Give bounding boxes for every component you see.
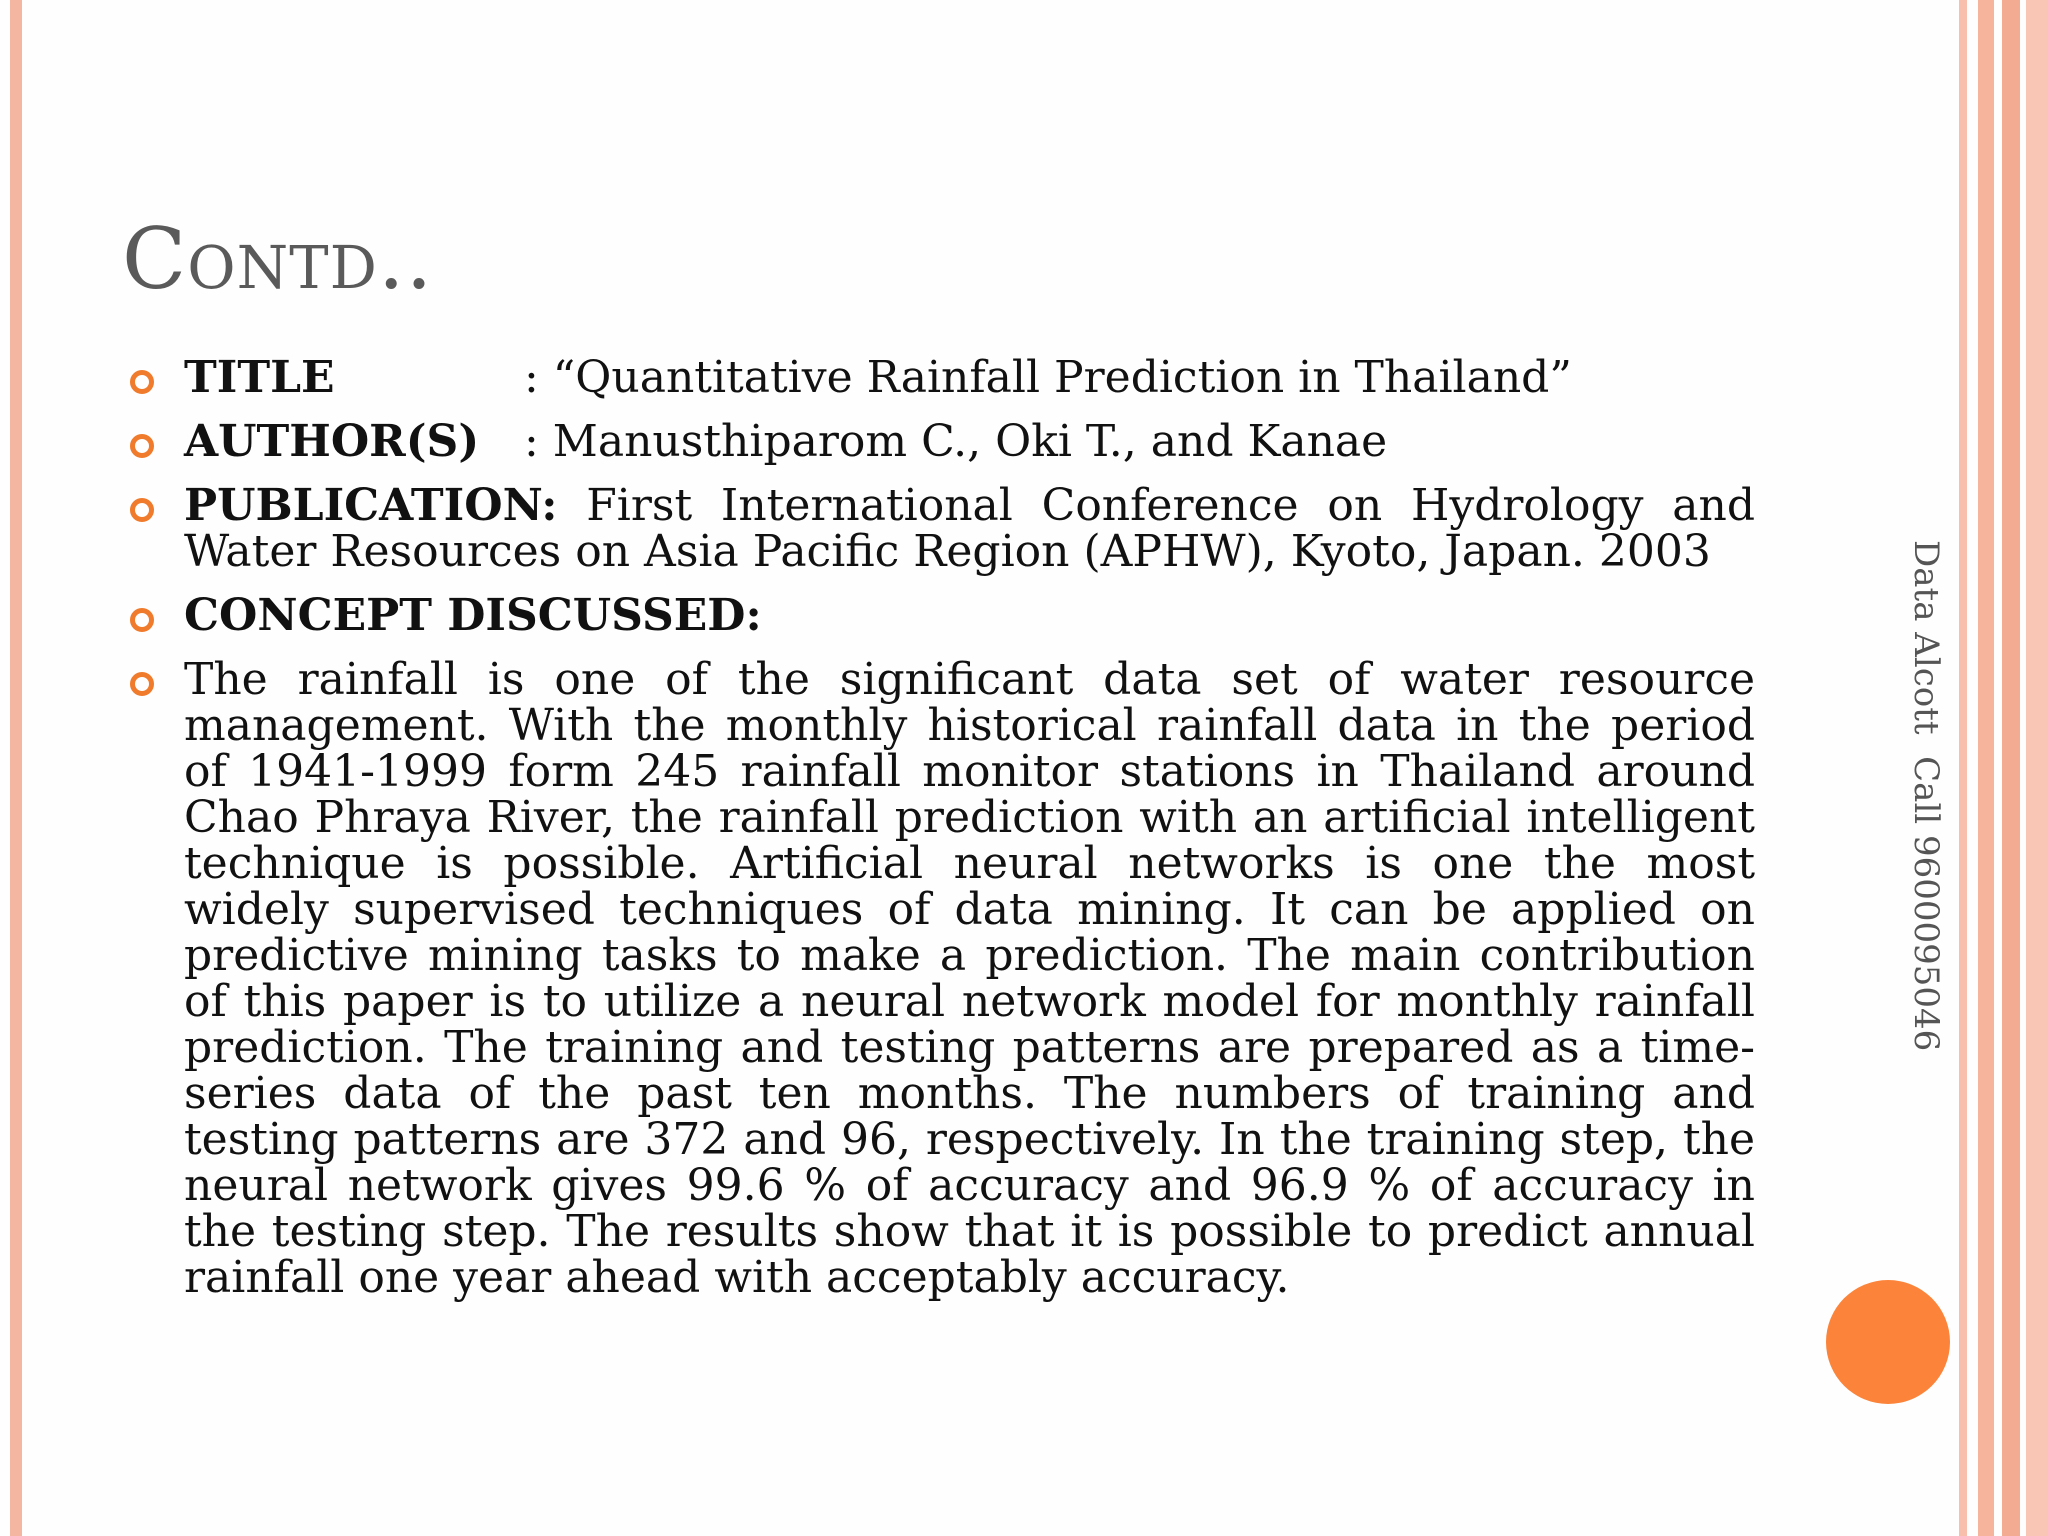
right-border-stripe: [1978, 0, 1994, 1536]
bullet-circle-icon: [130, 672, 154, 696]
orange-circle-decoration: [1826, 1280, 1950, 1404]
item-label: TITLE: [184, 352, 335, 403]
item-label: CONCEPT DISCUSSED:: [184, 590, 762, 641]
list-item: [130, 654, 1755, 1303]
bullet-circle-icon: [130, 498, 154, 522]
bullet-circle-icon: [130, 434, 154, 458]
bullet-circle-icon: [130, 608, 154, 632]
bullet-circle-icon: [130, 370, 154, 394]
list-item: [130, 416, 1755, 467]
right-border-stripe: [1959, 0, 1967, 1536]
item-label: AUTHOR(S): [184, 416, 480, 467]
list-item: [130, 480, 1755, 577]
item-text: : “Quantitative Rainfall Prediction in Thailand”: [524, 352, 1572, 403]
side-contact-text: Data Alcott Call 9600095046: [1906, 540, 1946, 1052]
right-border-stripe: [2026, 0, 2048, 1536]
item-label: PUBLICATION:: [184, 480, 558, 531]
item-text: : Manusthiparom C., Oki T., and Kanae: [524, 416, 1388, 467]
right-border-stripe: [2002, 0, 2020, 1536]
slide-title: Contd..: [122, 210, 434, 308]
left-border-stripe: [10, 0, 22, 1536]
bullet-list: [130, 352, 1755, 1319]
item-text: The rainfall is one of the significant data set of water resource management. With the monthly historical rainfall data in the period of 1941-1999 form 245 rainfall monitor stations in Thailand around Chao Phraya River, the rainfall prediction with an artificial intelligent technique is possible. Artificial neural networks is one the most widely supervised techniques of data mining. It can be applied on predictive mining tasks to make a prediction. The main contribution of this paper is to utilize a neural network model for monthly rainfall prediction. The training and testing patterns are prepared as a time-series data of the past ten months. The numbers of training and testing patterns are 372 and 96, respectively. In the training step, the neural network gives 99.6 % of accuracy and 96.9 % of accuracy in the testing step. The results show that it is possible to predict annual rainfall one year ahead with acceptably accuracy.: [184, 654, 1755, 1303]
list-item: [130, 590, 1755, 641]
item-text: First International Conference on Hydrology and Water Resources on Asia Pacific Region (APHW), Kyoto, Japan. 2003: [184, 480, 1755, 577]
list-item: [130, 352, 1755, 403]
